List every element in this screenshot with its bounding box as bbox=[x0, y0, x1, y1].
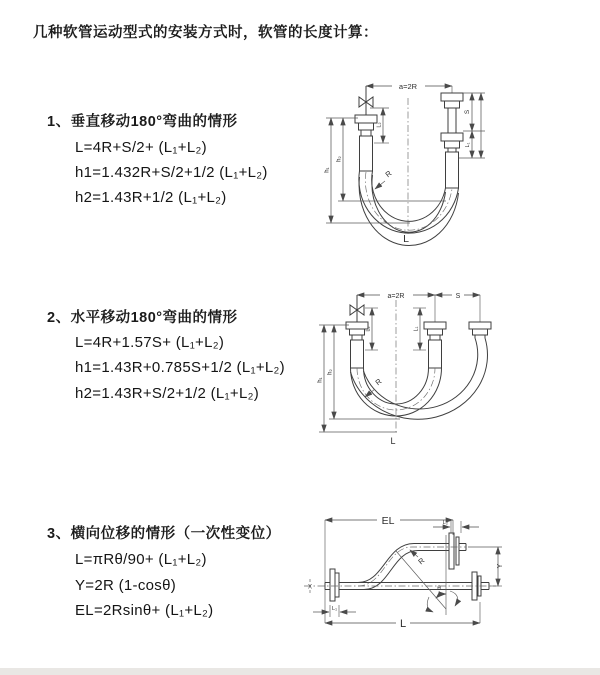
displaced-flange bbox=[449, 533, 466, 569]
diagram-horizontal-180-bend bbox=[305, 280, 520, 460]
section-2-formula-h1: h1=1.43R+0.785S+1/2 (L₁+L₂) bbox=[75, 359, 285, 376]
length-label: L bbox=[390, 436, 396, 446]
valve-icon bbox=[359, 86, 373, 115]
shifted-pipe-fitting bbox=[469, 322, 491, 338]
section-1-heading: 1、垂直移动180°弯曲的情形 bbox=[47, 114, 238, 130]
section-2-formula-L: L=4R+1.57S+ (L₁+L₂) bbox=[75, 334, 225, 351]
dim-h2-label: h₂ bbox=[327, 369, 334, 375]
dim-l1 bbox=[313, 605, 356, 617]
page-title: 几种软管运动型式的安装方式时，软管的长度计算： bbox=[33, 25, 378, 41]
dim-width-label: a=2R bbox=[387, 293, 405, 300]
left-flange bbox=[325, 569, 339, 601]
section-3-heading: 3、横向位移的情形（一次性变位） bbox=[47, 526, 281, 542]
left-pipe-fitting bbox=[355, 115, 377, 171]
section-2-formula-h2: h2=1.43R+S/2+1/2 (L₁+L₂) bbox=[75, 385, 260, 402]
dim-l2-label: L₂ bbox=[442, 520, 448, 526]
dim-heights bbox=[318, 325, 401, 432]
dim-s-label: S bbox=[464, 109, 471, 115]
section-1-formula-L: L=4R+S/2+ (L₁+L₂) bbox=[75, 139, 207, 156]
section-3-formula-L: L=πRθ/90+ (L₁+L₂) bbox=[75, 551, 207, 568]
dim-l1-label: L₁ bbox=[465, 142, 471, 148]
dim-h1-label: h₁ bbox=[324, 167, 331, 173]
dim-right-fitting bbox=[459, 93, 485, 158]
section-3-formula-Y: Y=2R (1-cosθ) bbox=[75, 577, 177, 594]
dim-h2-label: h₂ bbox=[336, 156, 343, 162]
dim-width bbox=[366, 79, 452, 93]
dim-width bbox=[357, 288, 480, 322]
radius-leader bbox=[375, 168, 394, 189]
dim-y-label: Y bbox=[497, 563, 504, 569]
section-3-formula-EL: EL=2Rsinθ+ (L₁+L₂) bbox=[75, 602, 214, 619]
dim-h1-label: h₁ bbox=[317, 377, 324, 383]
page-bottom-edge bbox=[0, 668, 600, 675]
valve-icon bbox=[350, 295, 364, 322]
dim-fitting-lengths bbox=[365, 308, 426, 350]
diagram-lateral-displacement bbox=[300, 505, 590, 665]
section-1-formula-h2: h2=1.43R+1/2 (L₁+L₂) bbox=[75, 189, 227, 206]
dim-l1-label: L₁ bbox=[413, 326, 420, 332]
end-mark-label: X bbox=[307, 584, 313, 591]
radius-label: R bbox=[383, 168, 394, 180]
diagram-vertical-180-bend bbox=[300, 66, 500, 262]
section-2-heading: 2、水平移动180°弯曲的情形 bbox=[47, 310, 238, 326]
radius-label: R bbox=[373, 376, 384, 388]
dim-width-label: a=2R bbox=[398, 82, 418, 91]
length-label: L bbox=[403, 233, 409, 245]
dim-l2-label: L₂ bbox=[365, 326, 372, 332]
dim-l2 bbox=[433, 520, 479, 533]
radius-leader bbox=[410, 550, 427, 566]
dim-length bbox=[325, 602, 480, 630]
dim-el bbox=[325, 512, 453, 623]
angle-label: θ bbox=[437, 585, 441, 592]
middle-pipe-fitting bbox=[424, 322, 446, 368]
length-label: L bbox=[399, 618, 407, 630]
dim-l1-label: L₁ bbox=[332, 606, 337, 612]
dim-l2-label: L₂ bbox=[376, 122, 383, 128]
right-pipe-fitting bbox=[441, 93, 463, 188]
radius-label: R bbox=[416, 555, 427, 567]
dim-el-label: EL bbox=[381, 515, 395, 527]
section-1-formula-h1: h1=1.432R+S/2+1/2 (L₁+L₂) bbox=[75, 164, 268, 181]
dim-s-label: S bbox=[455, 293, 461, 300]
end-mark bbox=[308, 579, 312, 593]
dim-y bbox=[468, 547, 504, 586]
